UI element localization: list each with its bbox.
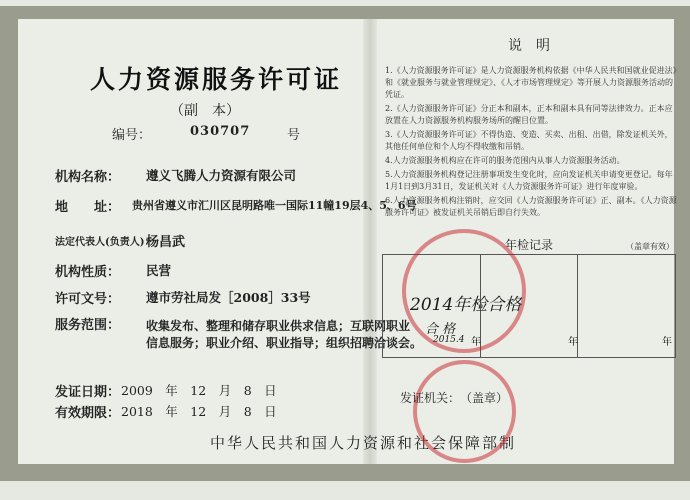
year-label: 年 [662, 337, 672, 348]
field-value-service-scope-line2: 信息服务；职业介绍、职业指导；组织招聘洽谈会。 [146, 336, 423, 350]
annual-record-title: 年检记录 [505, 238, 554, 252]
note-item: 1.《人力资源服务许可证》是人力资源服务机构依据《中华人民共和国就业促进法》和《就业服务与就业管理规定》、《人才市场管理规定》等开展人力资源服务活动的凭证。 [385, 66, 677, 99]
note-item: 3.《人力资源服务许可证》不得伪造、变造、买卖、出租、出借，除发证机关外，其他任何单位和个人均不得收缴和吊销。 [385, 130, 673, 151]
field-label-address: 地 址： [55, 200, 121, 215]
expiry-date-label: 有效期限： [55, 406, 121, 421]
field-value-org-name: 遵义飞腾人力资源有限公司 [146, 168, 297, 183]
issue-date-label: 发证日期： [55, 385, 121, 400]
cert-number-label: 编号： [112, 128, 152, 143]
notes-title: 说 明 [508, 38, 550, 54]
official-seal [402, 229, 526, 353]
issue-date-value: 2009 年 12 月 8 日 [121, 383, 277, 398]
field-value-legal-rep: 杨昌武 [146, 235, 186, 250]
note-item: 6.人力资源服务机构注销时，应交回《人力资源服务许可证》正、副本。《人力资源服务许可证》被发证机关吊销后即自行失效。 [385, 196, 677, 217]
field-value-service-scope: 收集发布、整理和储存职业供求信息；互联网职业 [146, 319, 411, 333]
field-label-legal-rep: 法定代表人(负责人)： [55, 237, 155, 248]
field-label-service-scope: 服务范围： [55, 318, 121, 333]
field-label-org-name: 机构名称： [55, 170, 121, 185]
official-seal [413, 360, 516, 463]
handwriting-inspection: 2014年检合格 [410, 295, 522, 315]
note-item: 4.人力资源服务机构应在许可的服务范围内从事人力资源服务活动。 [385, 156, 625, 165]
year-label: 年 [568, 337, 578, 348]
document-subtitle: （副 本） [170, 103, 240, 119]
note-item: 2.《人力资源服务许可证》分正本和副本，正本和副本具有同等法律效力。正本应放置在人力资源服务机构服务场所的醒目位置。 [385, 104, 673, 125]
handwriting-date: 2015.4 [433, 335, 465, 345]
handwriting-pass: 合 格 [425, 322, 456, 337]
notes-list [385, 65, 677, 221]
document-title: 人力资源服务许可证 [90, 65, 343, 94]
document-footer: 中华人民共和国人力资源和社会保障部制 [210, 434, 517, 452]
cert-number-value: 030707 [190, 124, 251, 139]
issuing-authority: 发证机关： （盖章） [400, 391, 509, 405]
field-value-address: 贵州省遵义市汇川区昆明路唯一国际11幢19层4、5、6号 [132, 199, 417, 212]
cert-number-suffix: 号 [287, 128, 301, 143]
expiry-date-value: 2018 年 12 月 8 日 [121, 404, 277, 419]
field-value-permit-no: 遵市劳社局发［2008］33号 [146, 290, 311, 305]
note-item: 5.人力资源服务机构登记注册事项发生变化时，应向发证机关申请变更登记。每年1月1日到3月31日，发证机关对《人力资源服务许可证》进行年度审验。 [385, 170, 673, 191]
year-label: 年 [471, 337, 481, 348]
annual-record-hint: （盖章有效） [626, 242, 674, 251]
page-fold [363, 19, 377, 464]
field-label-permit-no: 许可文号： [55, 292, 121, 307]
field-label-org-type: 机构性质： [55, 265, 121, 280]
field-value-org-type: 民营 [146, 263, 172, 278]
